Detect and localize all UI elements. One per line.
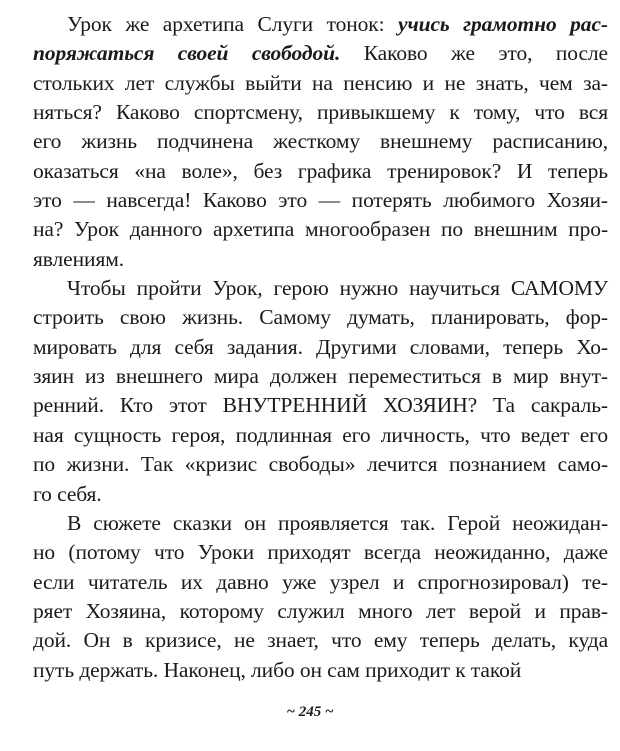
paragraph-2-line-4: зяин из внешнего мира должен переместиться в мир внут-: [33, 364, 608, 389]
paragraph-1-line-8: на? Урок данного архетипа многообразен по внешним про-: [33, 217, 609, 242]
text-run: Урок же архетипа Слуги тонок:: [67, 12, 398, 36]
paragraph-2-line-2: строить свою жизнь. Самому думать, планировать, фор-: [33, 305, 608, 330]
paragraph-1-line-2: [33, 39, 608, 68]
paragraph-3-line-6: путь держать. Наконец, либо он сам приходит к такой: [33, 657, 522, 682]
paragraph-3-line-2: но (потому что Уроки приходят всегда неожиданно, даже: [33, 540, 608, 565]
paragraph-1-line-5: его жизнь подчинена жесткому внешнему расписанию,: [33, 129, 608, 154]
paragraph-2-line-1: Чтобы пройти Урок, герою нужно научиться САМОМУ: [67, 276, 609, 301]
paragraph-1-line-6: оказаться «на воле», без графика тренировок? И теперь: [33, 158, 608, 183]
paragraph-3-line-3: если читатель их давно уже узрел и спрогнозировал) те-: [33, 569, 608, 594]
paragraph-2-line-3: мировать для себя задания. Другими словами, теперь Хо-: [33, 334, 608, 359]
emphasis-text: поряжаться своей свободой.: [33, 41, 341, 66]
page-number: ~ 245 ~: [286, 704, 334, 720]
paragraph-1-line-9: явлениям.: [33, 246, 125, 271]
paragraph-2-line-6: ная сущность героя, подлинная его личность, что ведет его: [33, 422, 608, 447]
paragraph-3-line-4: ряет Хозяина, которому служил много лет верой и прав-: [33, 598, 608, 623]
paragraph-1-line-7: это — навсегда! Каково это — потерять любимого Хозяи-: [33, 188, 608, 213]
paragraph-2-line-5: ренний. Кто этот ВНУТРЕННИЙ ХОЗЯИН? Та сакраль-: [33, 393, 608, 418]
paragraph-2-line-7: по жизни. Так «кризис свободы» лечится познанием само-: [33, 452, 609, 477]
paragraph-2-line-8: го себя.: [33, 481, 102, 506]
text-run: Каково же это, после: [340, 41, 608, 66]
paragraph-3-line-5: дой. Он в кризисе, не знает, что ему теперь делать, куда: [33, 628, 609, 653]
paragraph-1-line-1: [33, 10, 608, 39]
emphasis-text: учись грамотно рас-: [398, 12, 608, 36]
paragraph-1-line-4: няться? Каково спортсмену, привыкшему к тому, что вся: [33, 100, 608, 125]
paragraph-3-line-1: В сюжете сказки он проявляется так. Герой неожидан-: [67, 510, 609, 535]
body-text: [33, 10, 608, 685]
paragraph-1-line-3: стольких лет службы выйти на пенсию и не знать, чем за-: [33, 70, 608, 95]
